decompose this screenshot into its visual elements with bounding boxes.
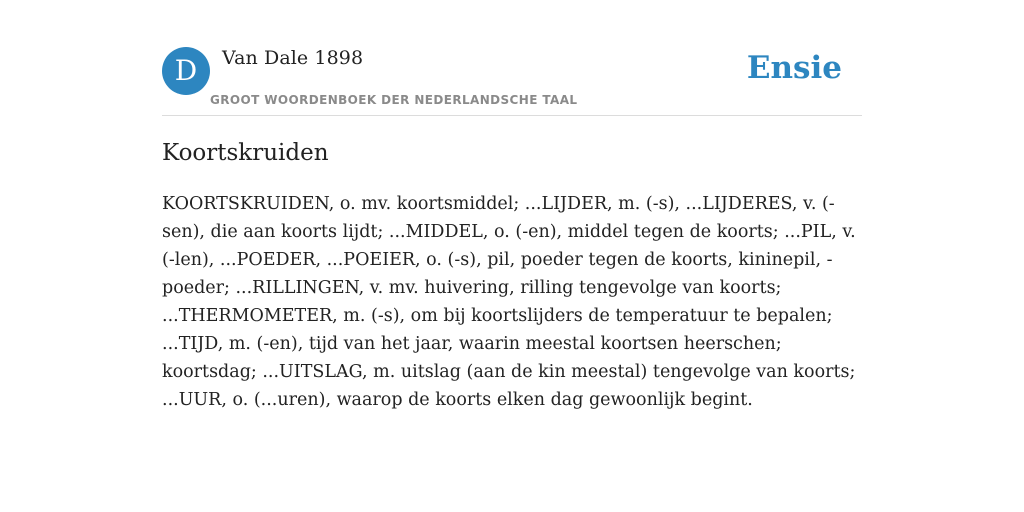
dictionary-card	[162, 40, 862, 414]
card-header	[162, 40, 862, 116]
source-avatar[interactable]: D	[162, 47, 210, 95]
source-subtitle: GROOT WOORDENBOEK DER NEDERLANDSCHE TAAL	[210, 93, 578, 107]
brand-logo-link[interactable]: Ensie	[746, 50, 842, 86]
entry-definition: KOORTSKRUIDEN, o. mv. koortsmiddel; ...LIJDER, m. (-s), ...LIJDERES, v. (-sen), die aan koorts lijdt; ...MIDDEL, o. (-en), middel tegen de koorts; ...PIL, v. (-len), ...POEDER, ...POEIER, o. (-s), pil, poeder tegen de koorts, kininepil, -poeder; ...RILLINGEN, v. mv. huivering, rilling tengevolge van koorts; ...THERMOMETER, m. (-s), om bij koortslijders de temperatuur te bepalen; ...TIJD, m. (-en), tijd van het jaar, waarin meestal koortsen heerschen; koortsdag; ...UITSLAG, m. uitslag (aan de kin meestal) tengevolge van koorts; ...UUR, o. (...uren), waarop de koorts elken dag gewoonlijk begint.	[162, 194, 856, 410]
source-title[interactable]: Van Dale 1898	[222, 47, 364, 69]
entry-title: Koortskruiden	[162, 140, 329, 166]
